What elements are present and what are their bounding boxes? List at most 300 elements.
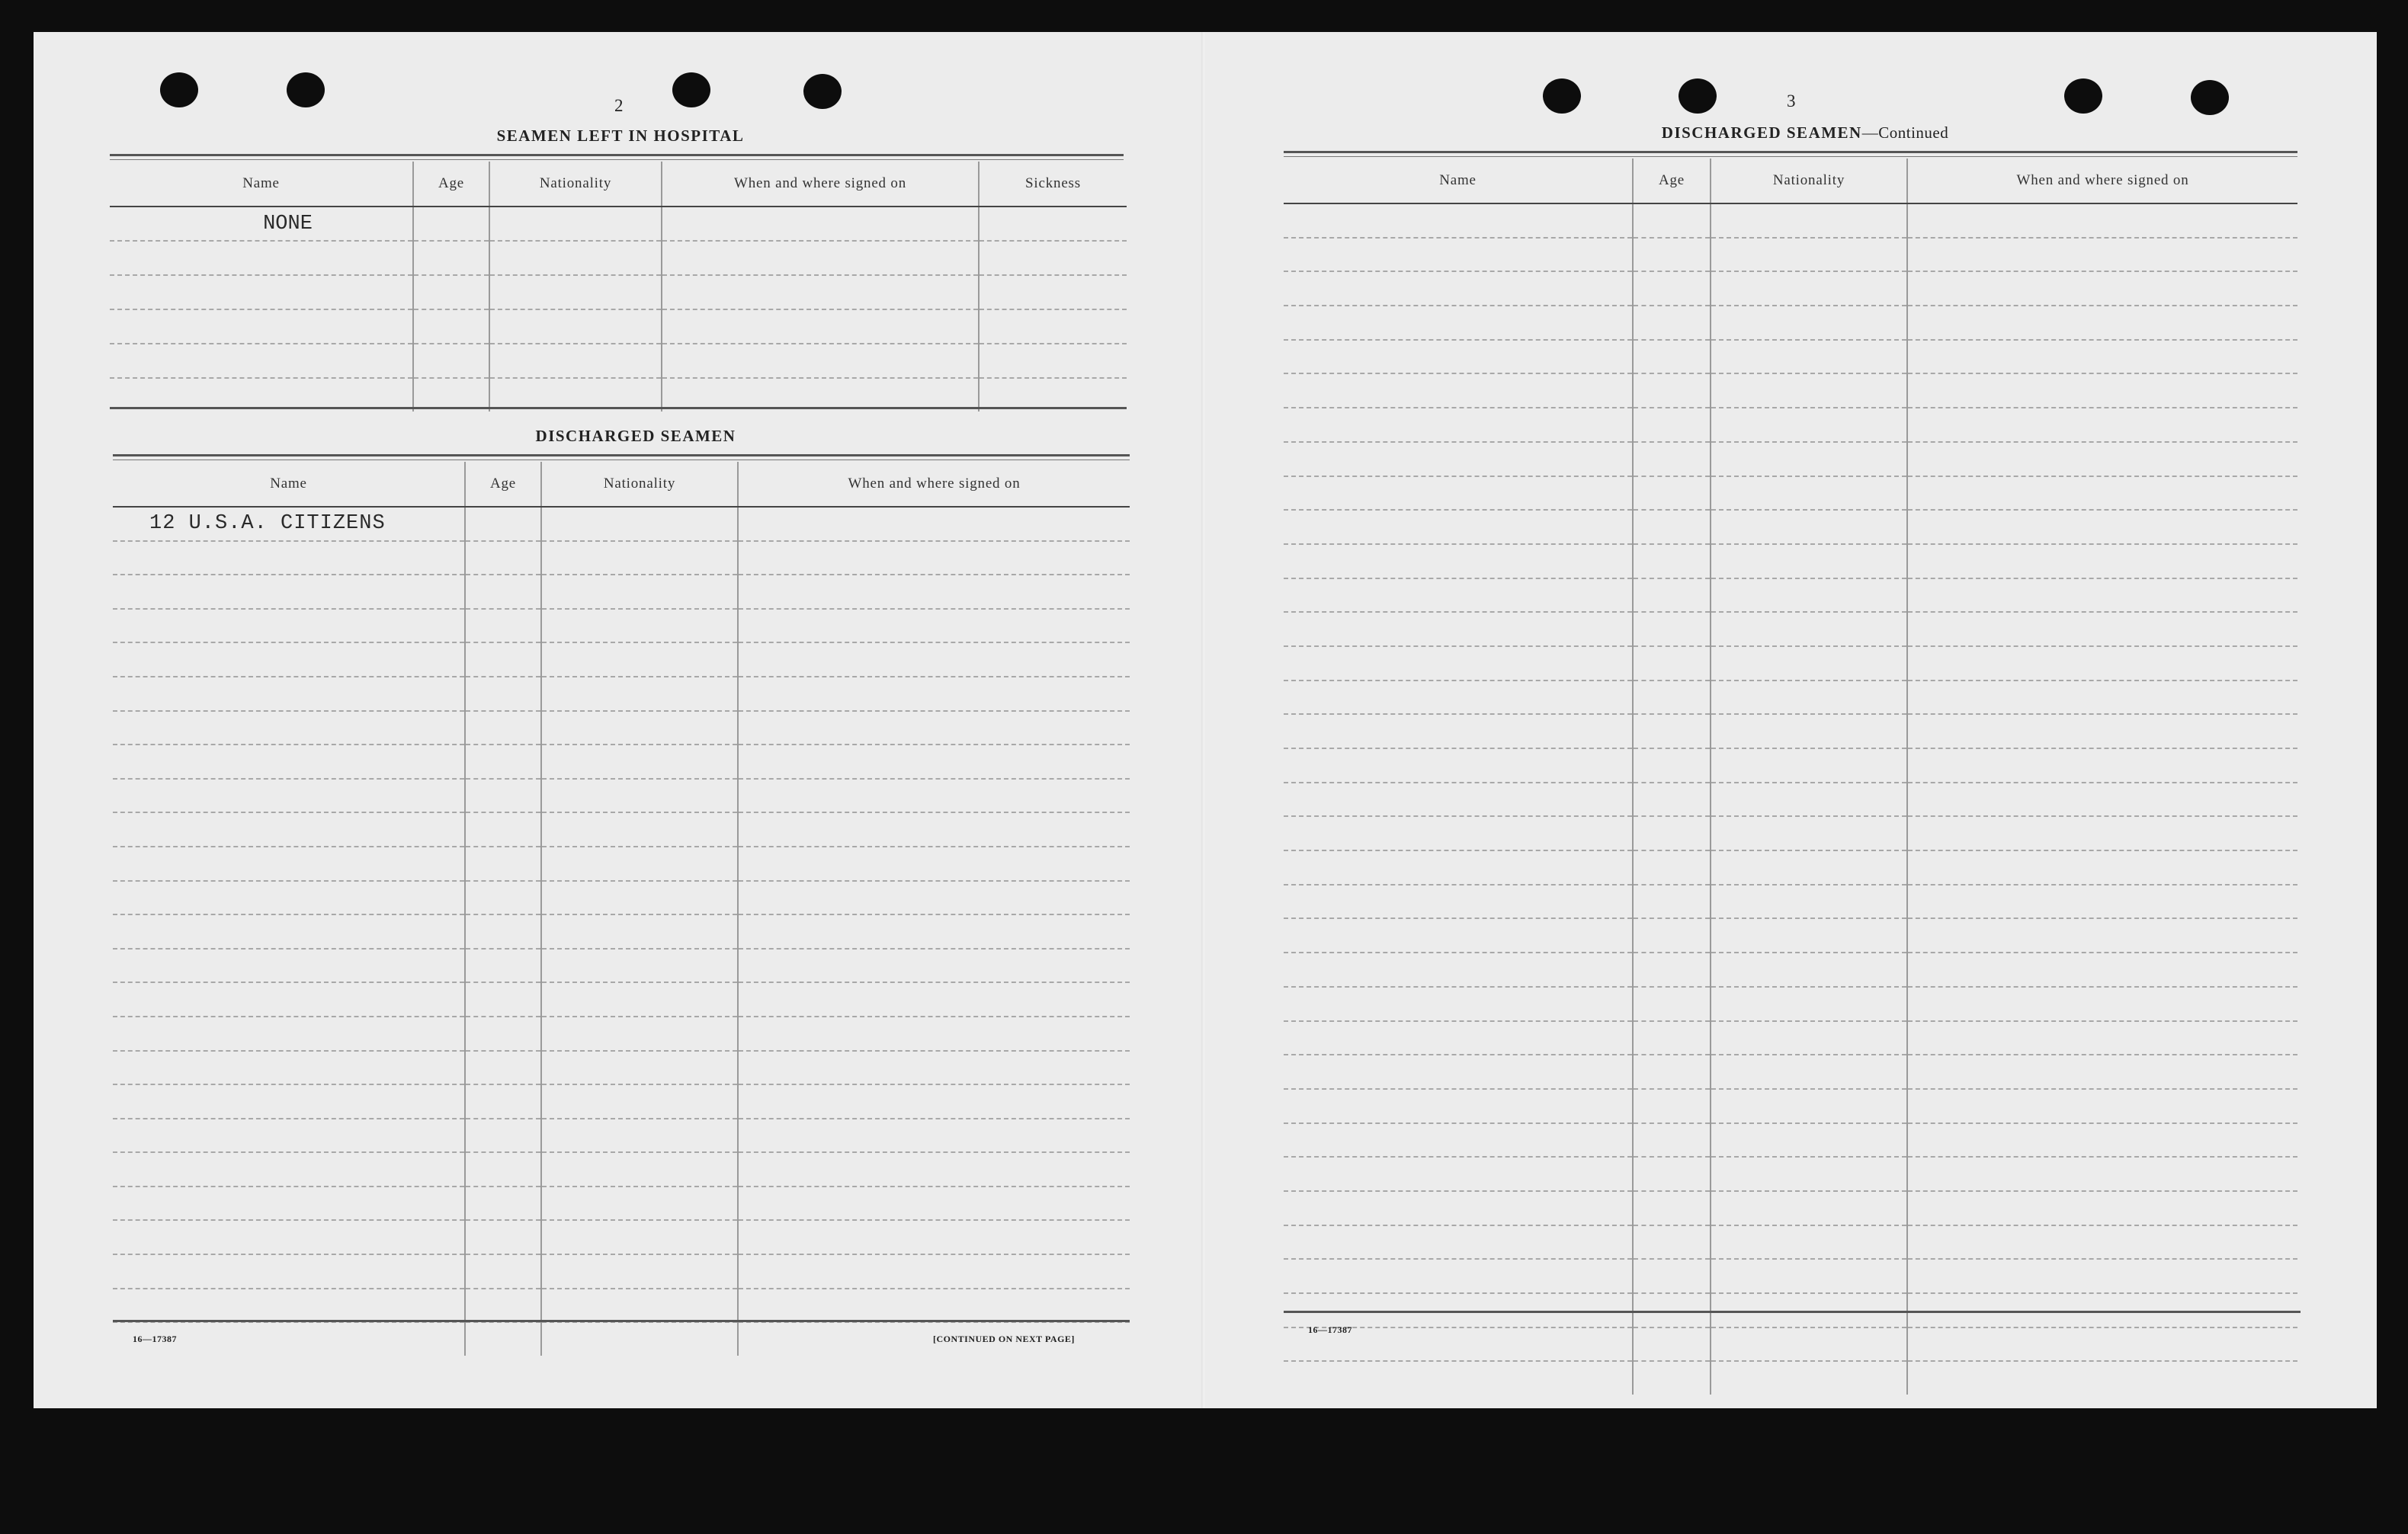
cell-sickness (979, 344, 1127, 378)
cell-name (1284, 1191, 1633, 1225)
cell-nationality (1711, 646, 1907, 681)
cell-nationality (1711, 578, 1907, 613)
cell-name (110, 275, 413, 309)
table-row (113, 1254, 1130, 1289)
cell-age (465, 914, 541, 949)
punch-hole-icon (1543, 78, 1581, 114)
hospital-top-rule-thin (110, 159, 1124, 160)
cell-age (465, 677, 541, 711)
cell-nationality (1711, 918, 1907, 953)
cell-nationality (541, 779, 738, 813)
cell-nationality (1711, 203, 1907, 238)
cell-name (113, 982, 465, 1017)
cell-name (1284, 681, 1633, 715)
cell-age (1633, 885, 1711, 919)
cell-name (1284, 1225, 1633, 1260)
cell-signed-on (738, 507, 1130, 541)
cell-signed-on (738, 575, 1130, 609)
cell-nationality (1711, 1089, 1907, 1123)
table-row (113, 1187, 1130, 1221)
punch-hole-icon (803, 74, 842, 109)
cell-name (1284, 203, 1633, 238)
discharged-header-row (113, 462, 1130, 507)
table-row (1284, 783, 2297, 817)
table-row (1284, 1157, 2297, 1191)
cell-signed-on (738, 982, 1130, 1017)
cell-nationality (1711, 850, 1907, 885)
cell-nationality (1711, 442, 1907, 476)
cell-nationality (541, 1119, 738, 1153)
table-row (1284, 1327, 2297, 1362)
table-row (1284, 1055, 2297, 1089)
continued-note: [CONTINUED ON NEXT PAGE] (933, 1334, 1075, 1344)
table-row (1284, 442, 2297, 476)
cell-age (465, 982, 541, 1017)
table-row (1284, 271, 2297, 306)
cell-name: 12 U.S.A. CITIZENS (113, 507, 465, 541)
cell-nationality (1711, 987, 1907, 1021)
hospital-header-row (110, 162, 1127, 207)
cell-signed-on (1907, 885, 2297, 919)
cell-signed-on (1907, 578, 2297, 613)
cell-name (113, 745, 465, 779)
cell-name (1284, 1021, 1633, 1055)
cell-nationality (1711, 783, 1907, 817)
cell-nationality (541, 812, 738, 847)
cell-nationality (1711, 271, 1907, 306)
cell-name (1284, 987, 1633, 1021)
cell-age (1633, 373, 1711, 408)
cell-name (1284, 714, 1633, 748)
punch-hole-icon (1679, 78, 1717, 114)
cell-signed-on (1907, 918, 2297, 953)
cell-name (113, 609, 465, 643)
cell-signed-on (738, 812, 1130, 847)
cell-age (413, 207, 489, 241)
column-header-name: Name (113, 462, 465, 507)
table-row (113, 677, 1130, 711)
table-row (1284, 612, 2297, 646)
cell-signed-on (1907, 714, 2297, 748)
cell-signed-on (1907, 1055, 2297, 1089)
table-row (110, 275, 1127, 309)
cell-name (1284, 1123, 1633, 1158)
cell-age (1633, 816, 1711, 850)
cell-signed-on (738, 642, 1130, 677)
table-row (113, 881, 1130, 915)
cell-age (1633, 1327, 1711, 1362)
cell-signed-on (1907, 646, 2297, 681)
cell-nationality (1711, 1157, 1907, 1191)
cell-signed-on (738, 1187, 1130, 1221)
continued-discharged-table (1284, 159, 2297, 1395)
cell-signed-on (662, 241, 979, 275)
cell-nationality (489, 309, 662, 344)
table-row (1284, 1123, 2297, 1158)
column-header-signed-on: When and where signed on (1907, 159, 2297, 203)
cell-signed-on (1907, 510, 2297, 544)
table-row (1284, 373, 2297, 408)
cell-age (1633, 1089, 1711, 1123)
cell-signed-on (738, 1051, 1130, 1085)
cell-nationality (1711, 816, 1907, 850)
cell-signed-on (738, 541, 1130, 575)
cell-age (1633, 953, 1711, 987)
cell-signed-on (738, 914, 1130, 949)
cell-age (413, 309, 489, 344)
form-number-left: 16—17387 (133, 1334, 177, 1344)
cell-signed-on (738, 1152, 1130, 1187)
column-header-age: Age (413, 162, 489, 207)
column-header-sickness: Sickness (979, 162, 1127, 207)
discharged-top-rule (113, 454, 1130, 456)
cell-age (465, 1084, 541, 1119)
table-row (1284, 510, 2297, 544)
cell-nationality (541, 1220, 738, 1254)
cell-name (113, 812, 465, 847)
cell-signed-on (1907, 238, 2297, 272)
cell-nationality (1711, 748, 1907, 783)
cell-name (113, 1289, 465, 1323)
cell-signed-on (1907, 1123, 2297, 1158)
cell-signed-on (738, 779, 1130, 813)
cell-signed-on (738, 1289, 1130, 1323)
cell-age (1633, 238, 1711, 272)
table-row (113, 779, 1130, 813)
cell-age (1633, 203, 1711, 238)
cell-age (1633, 1225, 1711, 1260)
cell-age (1633, 1191, 1711, 1225)
cell-name (1284, 340, 1633, 374)
cell-age (465, 609, 541, 643)
cell-signed-on (1907, 544, 2297, 578)
cell-nationality (489, 275, 662, 309)
column-header-name: Name (1284, 159, 1633, 203)
cell-signed-on (1907, 1361, 2297, 1395)
column-header-signed-on: When and where signed on (662, 162, 979, 207)
cell-age (465, 1152, 541, 1187)
table-row (1284, 748, 2297, 783)
cell-age (413, 344, 489, 378)
continued-header-row (1284, 159, 2297, 203)
punch-hole-icon (672, 72, 710, 107)
cell-age (1633, 442, 1711, 476)
cell-nationality (1711, 306, 1907, 340)
cell-nationality (489, 241, 662, 275)
cell-age (1633, 1021, 1711, 1055)
table-row (1284, 1089, 2297, 1123)
cell-signed-on (1907, 816, 2297, 850)
continued-section-title (1662, 123, 1948, 143)
cell-nationality (1711, 714, 1907, 748)
cell-nationality (541, 1051, 738, 1085)
cell-age (465, 642, 541, 677)
cell-age (465, 1289, 541, 1323)
table-row (110, 344, 1127, 378)
discharged-section-title: DISCHARGED SEAMEN (535, 427, 736, 445)
cell-signed-on (738, 1119, 1130, 1153)
cell-signed-on (738, 949, 1130, 983)
column-header-age: Age (1633, 159, 1711, 203)
cell-signed-on (1907, 373, 2297, 408)
cell-nationality (541, 711, 738, 745)
cell-nationality (1711, 1123, 1907, 1158)
continued-top-rule (1284, 151, 2297, 153)
table-row (110, 309, 1127, 344)
cell-age (1633, 1055, 1711, 1089)
table-row (1284, 816, 2297, 850)
cell-age (413, 241, 489, 275)
cell-signed-on (1907, 681, 2297, 715)
punch-hole-icon (160, 72, 198, 107)
cell-nationality (541, 982, 738, 1017)
cell-age (1633, 714, 1711, 748)
discharged-bottom-rule (113, 1320, 1130, 1322)
cell-name (113, 677, 465, 711)
cell-age (465, 1187, 541, 1221)
cell-age (465, 881, 541, 915)
cell-signed-on (662, 207, 979, 241)
hospital-table (110, 162, 1127, 412)
cell-name (113, 914, 465, 949)
continued-title-text: DISCHARGED SEAMEN (1661, 123, 1862, 142)
table-row (110, 241, 1127, 275)
cell-name (113, 1017, 465, 1051)
table-row (113, 1152, 1130, 1187)
cell-nationality (1711, 238, 1907, 272)
cell-signed-on (1907, 612, 2297, 646)
cell-signed-on (1907, 1157, 2297, 1191)
table-row (1284, 476, 2297, 511)
cell-name (1284, 1361, 1633, 1395)
cell-signed-on (1907, 271, 2297, 306)
table-row (1284, 306, 2297, 340)
cell-signed-on (1907, 850, 2297, 885)
table-row (1284, 203, 2297, 238)
table-row (113, 949, 1130, 983)
table-row (1284, 987, 2297, 1021)
table-row (1284, 340, 2297, 374)
cell-nationality (1711, 612, 1907, 646)
cell-nationality (1711, 1327, 1907, 1362)
table-row (1284, 1021, 2297, 1055)
cell-name (1284, 306, 1633, 340)
cell-name (110, 241, 413, 275)
cell-signed-on (1907, 1225, 2297, 1260)
cell-name (113, 1084, 465, 1119)
table-row (113, 914, 1130, 949)
cell-name (113, 949, 465, 983)
cell-name (1284, 850, 1633, 885)
cell-age (1633, 578, 1711, 613)
cell-age (465, 1051, 541, 1085)
cell-nationality (1711, 681, 1907, 715)
cell-name (1284, 373, 1633, 408)
table-row (113, 609, 1130, 643)
cell-signed-on (1907, 306, 2297, 340)
cell-nationality (541, 847, 738, 881)
cell-nationality (1711, 1361, 1907, 1395)
cell-age (465, 507, 541, 541)
page-fold (1201, 32, 1204, 1408)
cell-signed-on (662, 309, 979, 344)
cell-name (1284, 544, 1633, 578)
cell-age (465, 1254, 541, 1289)
cell-age (1633, 1259, 1711, 1293)
cell-signed-on (1907, 1021, 2297, 1055)
cell-name (1284, 918, 1633, 953)
cell-nationality (541, 507, 738, 541)
cell-age (413, 275, 489, 309)
cell-nationality (541, 677, 738, 711)
cell-nationality (541, 609, 738, 643)
cell-age (465, 779, 541, 813)
table-row (1284, 714, 2297, 748)
cell-age (465, 541, 541, 575)
cell-nationality (1711, 885, 1907, 919)
cell-name: NONE (110, 207, 413, 241)
column-header-name: Name (110, 162, 413, 207)
cell-name (113, 642, 465, 677)
cell-name (113, 1152, 465, 1187)
table-row (1284, 544, 2297, 578)
cell-age (1633, 306, 1711, 340)
cell-signed-on (738, 609, 1130, 643)
column-header-nationality: Nationality (1711, 159, 1907, 203)
cell-nationality (489, 207, 662, 241)
cell-age (1633, 408, 1711, 442)
cell-signed-on (662, 275, 979, 309)
table-row (113, 1051, 1130, 1085)
cell-nationality (541, 1017, 738, 1051)
table-row (1284, 578, 2297, 613)
cell-age (465, 575, 541, 609)
cell-name (1284, 816, 1633, 850)
table-row (1284, 646, 2297, 681)
table-row (1284, 1361, 2297, 1395)
cell-signed-on (1907, 953, 2297, 987)
cell-age (1633, 850, 1711, 885)
cell-nationality (541, 949, 738, 983)
table-row (1284, 850, 2297, 885)
cell-signed-on (662, 344, 979, 378)
cell-nationality (541, 1084, 738, 1119)
cell-age (1633, 987, 1711, 1021)
cell-nationality (1711, 544, 1907, 578)
cell-nationality (541, 881, 738, 915)
column-header-nationality: Nationality (489, 162, 662, 207)
table-row (113, 745, 1130, 779)
cell-name (110, 344, 413, 378)
cell-name (1284, 238, 1633, 272)
cell-age (1633, 1157, 1711, 1191)
cell-nationality (1711, 1191, 1907, 1225)
cell-age (1633, 783, 1711, 817)
cell-nationality (541, 1322, 738, 1356)
cell-signed-on (1907, 1089, 2297, 1123)
column-header-signed-on: When and where signed on (738, 462, 1130, 507)
cell-sickness (979, 241, 1127, 275)
cell-name (1284, 578, 1633, 613)
cell-age (1633, 476, 1711, 511)
cell-age (1633, 748, 1711, 783)
table-row (113, 847, 1130, 881)
cell-signed-on (1907, 1191, 2297, 1225)
cell-age (465, 847, 541, 881)
table-row (1284, 408, 2297, 442)
cell-name (1284, 476, 1633, 511)
hospital-bottom-rule (110, 407, 1127, 409)
table-row (113, 982, 1130, 1017)
cell-name (1284, 1055, 1633, 1089)
column-header-age: Age (465, 462, 541, 507)
table-row (113, 541, 1130, 575)
table-row (113, 1119, 1130, 1153)
cell-name (113, 881, 465, 915)
cell-age (1633, 681, 1711, 715)
cell-name (1284, 612, 1633, 646)
cell-nationality (1711, 1021, 1907, 1055)
cell-signed-on (738, 1084, 1130, 1119)
cell-signed-on (1907, 748, 2297, 783)
cell-name (1284, 1089, 1633, 1123)
cell-signed-on (738, 711, 1130, 745)
cell-name (113, 1254, 465, 1289)
cell-age (1633, 612, 1711, 646)
ledger-sheet (34, 32, 2377, 1408)
table-row (113, 711, 1130, 745)
cell-nationality (541, 1254, 738, 1289)
cell-signed-on (1907, 203, 2297, 238)
table-row (113, 1084, 1130, 1119)
cell-name (1284, 953, 1633, 987)
cell-name (1284, 408, 1633, 442)
continued-bottom-rule (1284, 1311, 2301, 1313)
cell-signed-on (738, 847, 1130, 881)
cell-signed-on (1907, 1259, 2297, 1293)
hospital-section-title: SEAMEN LEFT IN HOSPITAL (496, 126, 745, 145)
cell-signed-on (738, 1220, 1130, 1254)
table-row (113, 1289, 1130, 1323)
cell-signed-on (1907, 442, 2297, 476)
cell-nationality (541, 642, 738, 677)
cell-nationality (1711, 408, 1907, 442)
cell-nationality (541, 1152, 738, 1187)
cell-age (465, 745, 541, 779)
continued-title-suffix: —Continued (1861, 123, 1949, 142)
table-row (113, 812, 1130, 847)
table-row (1284, 953, 2297, 987)
cell-nationality (1711, 1055, 1907, 1089)
cell-nationality (541, 745, 738, 779)
cell-nationality (1711, 953, 1907, 987)
table-row (1284, 1225, 2297, 1260)
cell-signed-on (738, 881, 1130, 915)
column-header-nationality: Nationality (541, 462, 738, 507)
table-row (1284, 918, 2297, 953)
table-row (113, 1220, 1130, 1254)
hospital-top-rule (110, 154, 1124, 156)
cell-name (113, 1187, 465, 1221)
cell-age (1633, 646, 1711, 681)
punch-hole-icon (2064, 78, 2102, 114)
cell-signed-on (1907, 783, 2297, 817)
cell-name (113, 541, 465, 575)
cell-name (113, 1220, 465, 1254)
cell-age (1633, 510, 1711, 544)
cell-sickness (979, 309, 1127, 344)
cell-age (465, 1119, 541, 1153)
